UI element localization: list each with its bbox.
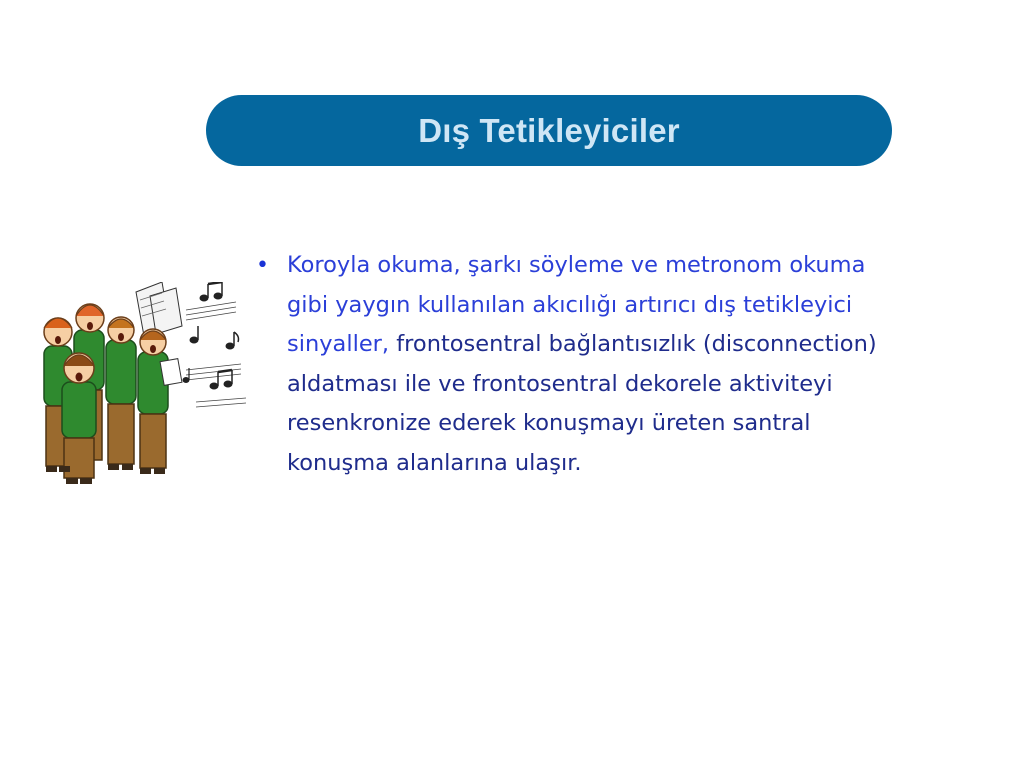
- bullet-text: [287, 246, 887, 483]
- bullet-item: [250, 246, 890, 483]
- bullet-text-rest: frontosentral bağlantısızlık (disconnection) aldatması ile ve frontosentral dekorele aktiviteyi resenkronize ederek konuşmayı üreten santral konuşma alanlarına ulaşır.: [287, 331, 877, 476]
- bullet-marker: •: [256, 253, 269, 278]
- singing-choir-illustration: [36, 282, 248, 494]
- title-banner: [206, 95, 892, 166]
- slide-title: Dış Tetikleyiciler: [418, 111, 680, 149]
- slide-content: [250, 246, 890, 483]
- bullet-text-highlight: Koroyla okuma, şarkı söyleme ve metronom okuma gibi yaygın kullanılan akıcılığı artırıcı dış tetikleyici sinyaller,: [287, 252, 866, 357]
